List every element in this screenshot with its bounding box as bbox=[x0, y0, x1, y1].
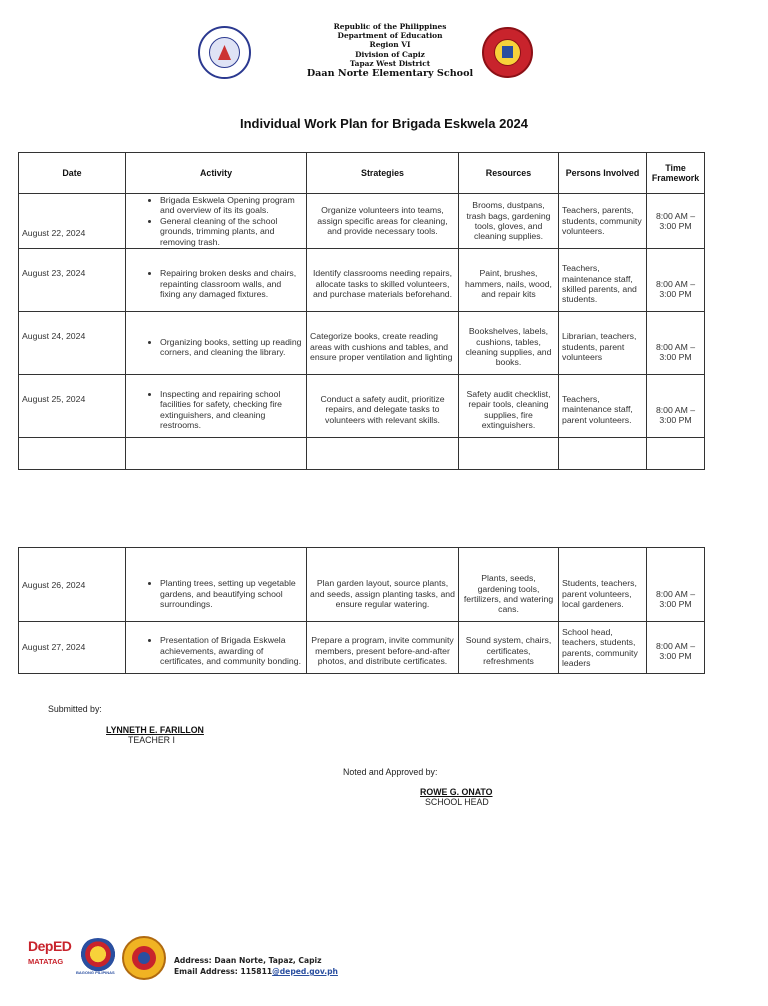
activity-cell bbox=[126, 548, 307, 622]
footer-email-label: Email Address: 115811 bbox=[174, 967, 273, 976]
footer-email bbox=[174, 966, 338, 977]
approver-name: ROWE G. ONATO bbox=[420, 787, 493, 797]
persons-cell: School head, teachers, students, parents, community leaders bbox=[559, 622, 647, 674]
approved-by-label: Noted and Approved by: bbox=[343, 767, 438, 777]
deped-matatag-logo-icon bbox=[28, 938, 72, 976]
empty-cell bbox=[19, 438, 126, 470]
time-cell: 8:00 AM – 3:00 PM bbox=[647, 375, 705, 438]
letterhead bbox=[290, 22, 490, 80]
persons-cell: Librarian, teachers, students, parent volunteers bbox=[559, 312, 647, 375]
activity-cell bbox=[126, 312, 307, 375]
footer-email-link[interactable]: @deped.gov.ph bbox=[272, 967, 338, 976]
activity-item: • Brigada Eskwela Opening program and overview of its its goals. bbox=[160, 195, 303, 216]
school-seal-icon bbox=[482, 27, 533, 78]
time-cell: 8:00 AM – 3:00 PM bbox=[647, 548, 705, 622]
date-cell: August 26, 2024 bbox=[19, 548, 126, 622]
date-cell: August 22, 2024 bbox=[19, 194, 126, 249]
footer-contact bbox=[174, 955, 338, 977]
persons-cell: Students, teachers, parent volunteers, local gardeners. bbox=[559, 548, 647, 622]
resources-cell: Plants, seeds, gardening tools, fertilizers, and watering cans. bbox=[459, 548, 559, 622]
matatag-text: MATATAG bbox=[28, 957, 64, 966]
approver-title: SCHOOL HEAD bbox=[425, 797, 489, 807]
table-row bbox=[19, 312, 705, 375]
header-time: Time Framework bbox=[647, 153, 705, 194]
strategies-cell: Identify classrooms needing repairs, allocate tasks to skilled volunteers, and purchase materials beforehand. bbox=[307, 249, 459, 312]
strategies-cell: Conduct a safety audit, prioritize repairs, and delegate tasks to volunteers with relevant skills. bbox=[307, 375, 459, 438]
deped-seal-icon bbox=[198, 26, 251, 79]
date-cell: August 24, 2024 bbox=[19, 312, 126, 375]
strategies-cell: Organize volunteers into teams, assign specific areas for cleaning, and provide necessary tools. bbox=[307, 194, 459, 249]
header-date: Date bbox=[19, 153, 126, 194]
table-row bbox=[19, 194, 705, 249]
submitted-by-label: Submitted by: bbox=[48, 704, 102, 714]
empty-cell bbox=[307, 438, 459, 470]
persons-cell: Teachers, maintenance staff, parent volunteers. bbox=[559, 375, 647, 438]
resources-cell: Brooms, dustpans, trash bags, gardening tools, gloves, and cleaning supplies. bbox=[459, 194, 559, 249]
activity-item: • Repairing broken desks and chairs, repainting classroom walls, and fixing any damaged fixtures. bbox=[160, 268, 303, 299]
strategies-cell: Prepare a program, invite community members, present before-and-after photos, and distribute certificates. bbox=[307, 622, 459, 674]
table-header-row bbox=[19, 153, 705, 194]
document-title: Individual Work Plan for Brigada Eskwela 2024 bbox=[239, 116, 529, 131]
activity-item: • Inspecting and repairing school facilities for safety, checking fire extinguishers, and cleaning restrooms. bbox=[160, 389, 303, 431]
time-cell: 8:00 AM – 3:00 PM bbox=[647, 622, 705, 674]
activity-item: • Presentation of Brigada Eskwela achievements, awarding of certificates, and community bonding. bbox=[160, 635, 303, 666]
header-activity: Activity bbox=[126, 153, 307, 194]
resources-cell: Paint, brushes, hammers, nails, wood, and repair kits bbox=[459, 249, 559, 312]
header-persons: Persons Involved bbox=[559, 153, 647, 194]
persons-cell: Teachers, parents, students, community volunteers. bbox=[559, 194, 647, 249]
resources-cell: Safety audit checklist, repair tools, cleaning supplies, fire extinguishers. bbox=[459, 375, 559, 438]
letterhead-line: Region VI bbox=[369, 40, 411, 50]
empty-cell bbox=[559, 438, 647, 470]
table-row bbox=[19, 249, 705, 312]
deped-logo-text: DepED bbox=[28, 938, 72, 954]
work-plan-table-continued bbox=[18, 547, 705, 674]
bagong-pilipinas-logo-icon bbox=[78, 938, 118, 974]
table-row bbox=[19, 622, 705, 674]
activity-cell bbox=[126, 375, 307, 438]
resources-cell: Bookshelves, labels, cushions, tables, cleaning supplies, and books. bbox=[459, 312, 559, 375]
activity-cell bbox=[126, 194, 307, 249]
time-cell: 8:00 AM – 3:00 PM bbox=[647, 312, 705, 375]
time-cell: 8:00 AM – 3:00 PM bbox=[647, 249, 705, 312]
empty-cell bbox=[126, 438, 307, 470]
table-row bbox=[19, 548, 705, 622]
bagong-pilipinas-label: BAGONG PILIPINAS bbox=[76, 970, 115, 975]
letterhead-line: Department of Education bbox=[337, 31, 443, 41]
date-cell: August 25, 2024 bbox=[19, 375, 126, 438]
work-plan-table bbox=[18, 152, 705, 470]
empty-cell bbox=[647, 438, 705, 470]
submitter-name: LYNNETH E. FARILLON bbox=[106, 725, 204, 735]
activity-cell bbox=[126, 249, 307, 312]
letterhead-line: Division of Capiz bbox=[355, 49, 425, 59]
activity-item: • Organizing books, setting up reading corners, and cleaning the library. bbox=[160, 337, 303, 358]
empty-row bbox=[19, 438, 705, 470]
strategies-cell: Categorize books, create reading areas with cushions and tables, and ensure proper ventilation and lighting bbox=[307, 312, 459, 375]
table-row bbox=[19, 375, 705, 438]
empty-cell bbox=[459, 438, 559, 470]
date-cell: August 23, 2024 bbox=[19, 249, 126, 312]
submitter-title: TEACHER I bbox=[128, 735, 175, 745]
resources-cell: Sound system, chairs, certificates, refreshments bbox=[459, 622, 559, 674]
school-name: Daan Norte Elementary School bbox=[306, 68, 474, 80]
activity-item: • Planting trees, setting up vegetable gardens, and beautifying school surroundings. bbox=[160, 578, 303, 609]
strategies-cell: Plan garden layout, source plants, and seeds, assign planting tasks, and ensure regular watering. bbox=[307, 548, 459, 622]
letterhead-line: Tapaz West District bbox=[349, 58, 431, 68]
header-strategies: Strategies bbox=[307, 153, 459, 194]
activity-item: • General cleaning of the school grounds, trimming plants, and removing trash. bbox=[160, 216, 303, 247]
header-resources: Resources bbox=[459, 153, 559, 194]
footer-address: Address: Daan Norte, Tapaz, Capiz bbox=[174, 956, 322, 965]
date-cell: August 27, 2024 bbox=[19, 622, 126, 674]
letterhead-line: Republic of the Philippines bbox=[333, 22, 447, 31]
division-seal-icon bbox=[122, 936, 166, 980]
time-cell: 8:00 AM – 3:00 PM bbox=[647, 194, 705, 249]
persons-cell: Teachers, maintenance staff, skilled parents, and students. bbox=[559, 249, 647, 312]
activity-cell bbox=[126, 622, 307, 674]
